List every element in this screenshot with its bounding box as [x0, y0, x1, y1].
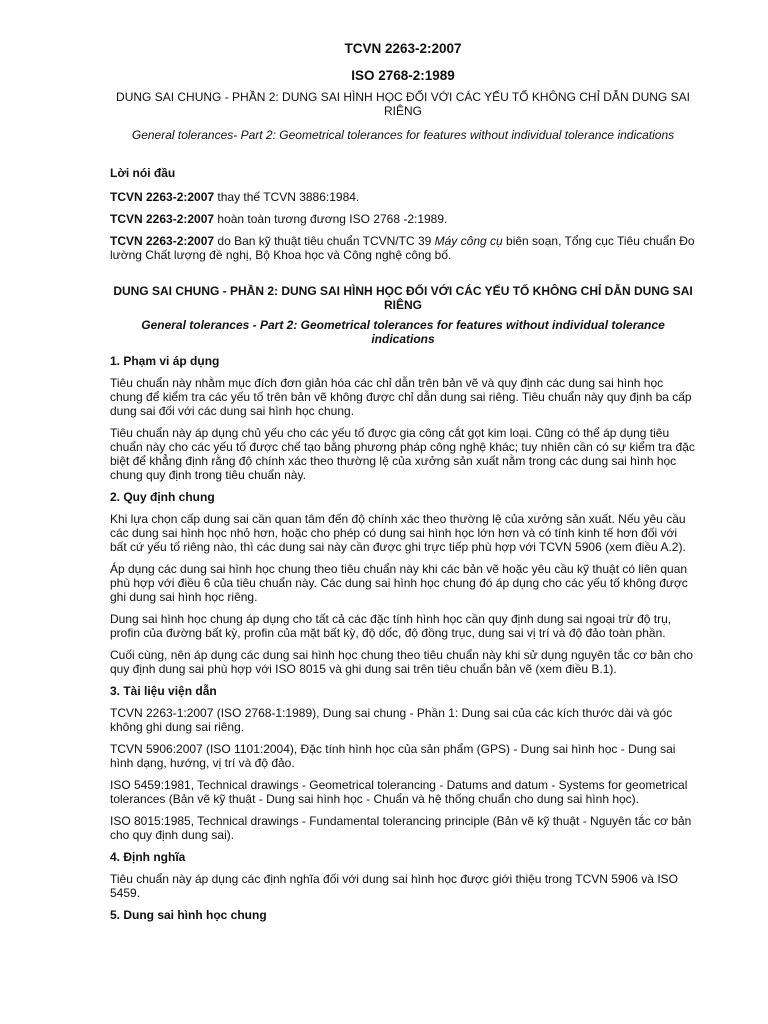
foreword-paragraph-3 [110, 234, 696, 262]
section-4-heading: 4. Định nghĩa [110, 850, 186, 864]
foreword-committee-name: Máy công cụ [434, 234, 503, 248]
section-3-reference-1: TCVN 2263-1:2007 (ISO 2768-1:1989), Dung sai chung - Phần 1: Dung sai của các kích thước dài và góc không ghi dung sai riêng. [110, 706, 673, 734]
section-2-heading: 2. Quy định chung [110, 490, 215, 504]
section-3-reference-2: TCVN 5906:2007 (ISO 1101:2004), Đặc tính hình học của sản phẩm (GPS) - Dung sai hình học - Dung sai hình dạng, hướng, vị trí và độ đảo. [110, 742, 676, 770]
foreword-paragraph-1 [110, 190, 696, 204]
body-title-vietnamese: DUNG SAI CHUNG - PHẦN 2: DUNG SAI HÌNH HỌC ĐỐI VỚI CÁC YẾU TỐ KHÔNG CHỈ DẪN DUNG SAI RIÊNG [113, 284, 693, 312]
section-4-paragraph-1: Tiêu chuẩn này áp dụng các định nghĩa đối với dung sai hình học được giới thiệu trong TCVN 5906 và ISO 5459. [110, 872, 678, 900]
section-2-paragraph-4: Cuối cùng, nên áp dụng các dung sai hình học chung theo tiêu chuẩn này khi sử dụng nguyên tắc cơ bản cho quy định dung sai phù hợp với ISO 8015 và ghi dung sai trên tiêu chuẩn bản vẽ (xem điều B.1). [110, 648, 693, 676]
section-3-reference-4: ISO 8015:1985, Technical drawings - Fundamental tolerancing principle (Bản vẽ kỹ thuật - Nguyên tắc cơ bản cho quy định dung sai). [110, 814, 692, 842]
standard-code-tcvn: TCVN 2263-2:2007 [344, 41, 462, 56]
foreword-paragraph-3-text-b: biên soạn, Tổng cục Tiêu chuẩn Đo lường Chất lượng đề nghị, Bộ Khoa học và Công nghệ công bố. [110, 234, 695, 262]
standard-code-iso: ISO 2768-2:1989 [351, 68, 455, 83]
section-2-paragraph-3: Dung sai hình học chung áp dụng cho tất cả các đặc tính hình học cần quy định dung sai ngoại trừ độ trụ, profin của đường bất kỳ, profin của mặt bất kỳ, độ dốc, độ đồng trục, dung sai vị trí và độ đảo toàn phần. [110, 612, 672, 640]
section-3-heading: 3. Tài liệu viện dẫn [110, 684, 217, 698]
section-2-paragraph-2: Áp dụng các dung sai hình học chung theo tiêu chuẩn này khi các bản vẽ hoặc yêu cầu kỹ thuật có liên quan phù hợp với điều 6 của tiêu chuẩn này. Các dung sai hình học chung đó áp dụng cho các yếu tố không được ghi dung sai hình học riêng. [110, 562, 688, 604]
section-3-reference-3: ISO 5459:1981, Technical drawings - Geometrical tolerancing - Datums and datum - Systems for geometrical tolerances (Bản vẽ kỹ thuật - Dung sai hình học - Chuẩn và hệ thống chuẩn cho dung sai hình học). [110, 778, 688, 806]
foreword-paragraph-2 [110, 212, 696, 226]
foreword-paragraph-3-text-a: do Ban kỹ thuật tiêu chuẩn TCVN/TC 39 [214, 234, 435, 248]
standard-code-reference: TCVN 2263-2:2007 [110, 212, 215, 226]
section-1-heading: 1. Phạm vi áp dụng [110, 354, 220, 368]
standard-code-reference: TCVN 2263-2:2007 [110, 190, 215, 204]
section-2-paragraph-1: Khi lựa chọn cấp dung sai cần quan tâm đến độ chính xác theo thường lệ của xưởng sản xuất. Nếu yêu cầu các dung sai hình học nhỏ hơn, hoặc cho phép có dung sai hình học lớn hơn và có tính kinh tế hơn đối với bất cứ yếu tố riêng nào, thì các dung sai này cần được ghi trực tiếp phù hợp với TCVN 5906 (xem điều A.2). [110, 512, 686, 554]
standard-code-reference: TCVN 2263-2:2007 [110, 234, 215, 248]
body-title-english: General tolerances - Part 2: Geometrical tolerances for features without individual tolerance indications [141, 318, 665, 346]
foreword-paragraph-2-text: hoàn toàn tương đương ISO 2768 -2:1989. [214, 212, 448, 226]
standard-title-english: General tolerances- Part 2: Geometrical tolerances for features without individual tolerance indications [131, 128, 675, 142]
section-1-paragraph-2: Tiêu chuẩn này áp dụng chủ yếu cho các yếu tố được gia công cắt gọt kim loại. Cũng có thể áp dụng tiêu chuẩn này cho các yếu tố được chế tạo bằng phương pháp công nghệ khác; tuy nhiên cần có sự kiểm tra đặc biệt để khẳng định rằng độ chính xác theo thường lệ của xưởng sản xuất nằm trong các dung sai hình học chung quy định trong tiêu chuẩn này. [110, 426, 695, 482]
section-1-paragraph-1: Tiêu chuẩn này nhằm mục đích đơn giản hóa các chỉ dẫn trên bản vẽ và quy định các dung sai hình học chung để kiểm tra các yếu tố trên bản vẽ không được chỉ dẫn dung sai riêng. Tiêu chuẩn này quy định ba cấp dung sai đối với các dung sai hình học chung. [110, 376, 692, 418]
standard-title-vietnamese: DUNG SAI CHUNG - PHẦN 2: DUNG SAI HÌNH HỌC ĐỐI VỚI CÁC YẾU TỐ KHÔNG CHỈ DẪN DUNG SAI RIÊNG [116, 90, 690, 118]
foreword-heading: Lời nói đầu [110, 166, 176, 180]
document-content [110, 40, 696, 923]
section-5-heading: 5. Dung sai hình học chung [110, 908, 267, 922]
foreword-paragraph-1-text: thay thế TCVN 3886:1984. [214, 190, 360, 204]
